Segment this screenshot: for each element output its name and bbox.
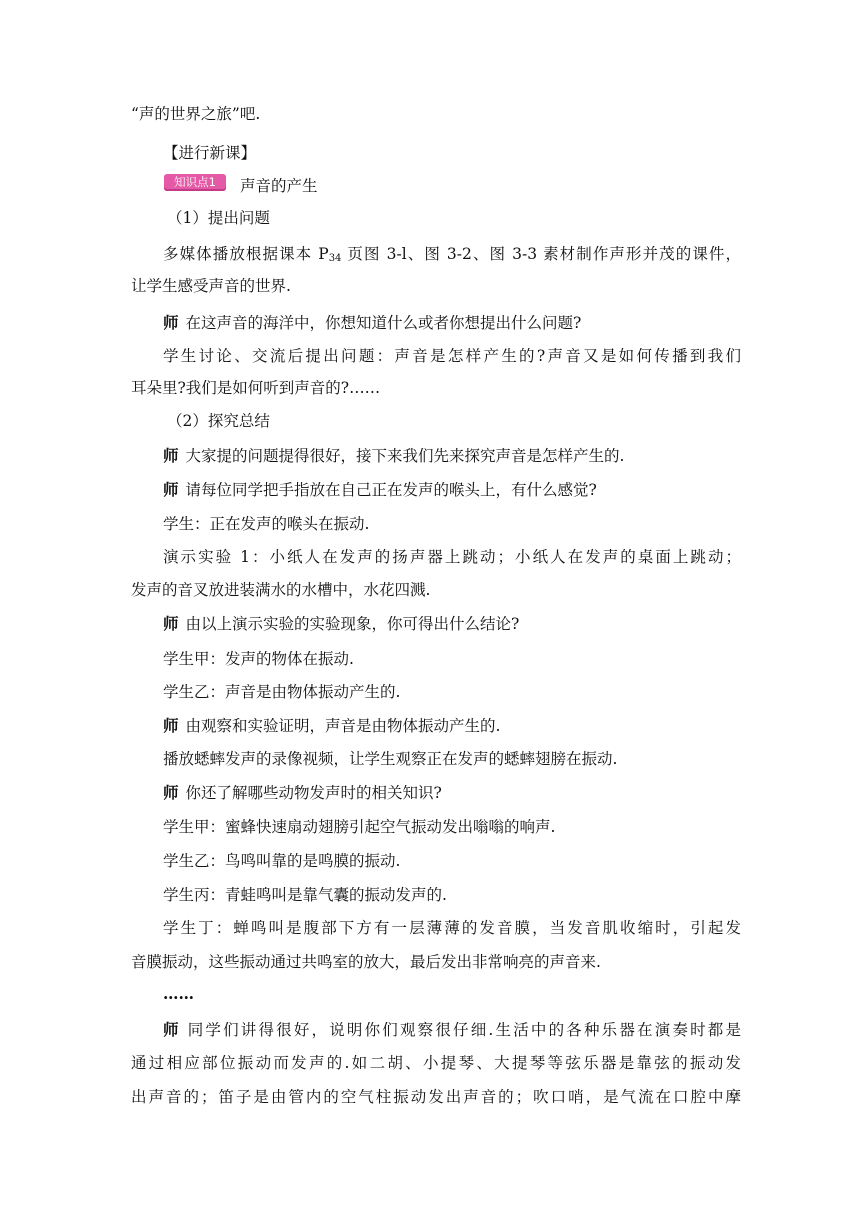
text-run: 同学们讲得很好，说明你们观察很仔细.生活中的各种乐器在演奏时都是 [187,1021,741,1039]
knowledge-point-title: 声音的产生 [240,177,318,195]
paragraph-line: 让学生感受声音的世界. [131,277,291,295]
teacher-line [163,716,741,736]
teacher-line [163,480,741,500]
paragraph-line: 学生乙：声音是由物体振动产生的. [163,683,401,701]
ellipsis-line: …… [163,984,194,1003]
paragraph-line [163,244,741,264]
teacher-label: 师 [163,313,179,332]
section-heading: 【进行新课】 [163,144,257,162]
teacher-label: 师 [163,783,179,802]
paragraph-line: 通过相应部位振动而发声的.如二胡、小提琴、大提琴等弦乐器是靠弦的振动发 [131,1054,741,1072]
page-subscript: 34 [328,253,342,264]
teacher-label: 师 [163,446,179,465]
teacher-label: 师 [163,716,179,735]
paragraph-line: 学生讨论、交流后提出问题：声音是怎样产生的?声音又是如何传播到我们 [163,347,741,365]
teacher-label: 师 [163,614,179,633]
text-run: 大家提的问题提得很好，接下来我们先来探究声音是怎样产生的. [185,447,625,465]
teacher-line [163,313,741,333]
paragraph-line: 学生：正在发声的喉头在振动. [163,515,370,533]
subheading: （1）提出问题 [167,209,270,227]
teacher-label: 师 [163,1020,181,1039]
paragraph-line: 学生丁：蝉鸣叫是腹部下方有一层薄薄的发音膜，当发音肌收缩时，引起发 [163,919,741,937]
subheading: （2）探究总结 [167,412,270,430]
paragraph-line: 出声音的；笛子是由管内的空气柱振动发出声音的；吹口哨，是气流在口腔中摩 [131,1088,741,1106]
teacher-line [163,446,741,466]
paragraph-line: 学生甲：蜜蜂快速扇动翅膀引起空气振动发出嗡嗡的响声. [163,818,556,836]
paragraph-line: 演示实验 1：小纸人在发声的扬声器上跳动；小纸人在发声的桌面上跳动； [163,548,741,566]
text-run: 页图 3-l、图 3-2、图 3-3 素材制作声形并茂的课件， [341,245,741,263]
teacher-line [163,1020,741,1040]
knowledge-point-badge: 知识点1 [164,174,226,191]
text-run: 由观察和实验证明，声音是由物体振动产生的. [185,717,501,735]
paragraph-line: 学生丙：青蛙鸣叫是靠气囊的振动发声的. [163,886,447,904]
paragraph-line: 音膜振动，这些振动通过共鸣室的放大，最后发出非常响亮的声音来. [131,953,601,971]
text-run: 多媒体播放根据课本 P [163,245,329,263]
paragraph-line: 学生甲：发声的物体在振动. [163,650,354,668]
paragraph-line: 学生乙：鸟鸣叫靠的是鸣膜的振动. [163,852,401,870]
teacher-label: 师 [163,480,179,499]
text-run: 由以上演示实验的实验现象，你可得出什么结论? [185,615,520,633]
teacher-line [163,614,741,634]
paragraph-line: 耳朵里?我们是如何听到声音的?…… [131,379,381,397]
text-run: 请每位同学把手指放在自己正在发声的喉头上，有什么感觉? [185,481,597,499]
text-run: 你还了解哪些动物发声时的相关知识? [185,784,442,802]
text-run: 在这声音的海洋中，你想知道什么或者你想提出什么问题? [185,314,582,332]
paragraph-line: 发声的音叉放进装满水的水槽中，水花四溅. [131,581,431,599]
paragraph-line: 播放蟋蟀发声的录像视频，让学生观察正在发声的蟋蟀翅膀在振动. [163,750,618,768]
paragraph-line: “声的世界之旅”吧. [131,105,261,123]
teacher-line [163,783,741,803]
